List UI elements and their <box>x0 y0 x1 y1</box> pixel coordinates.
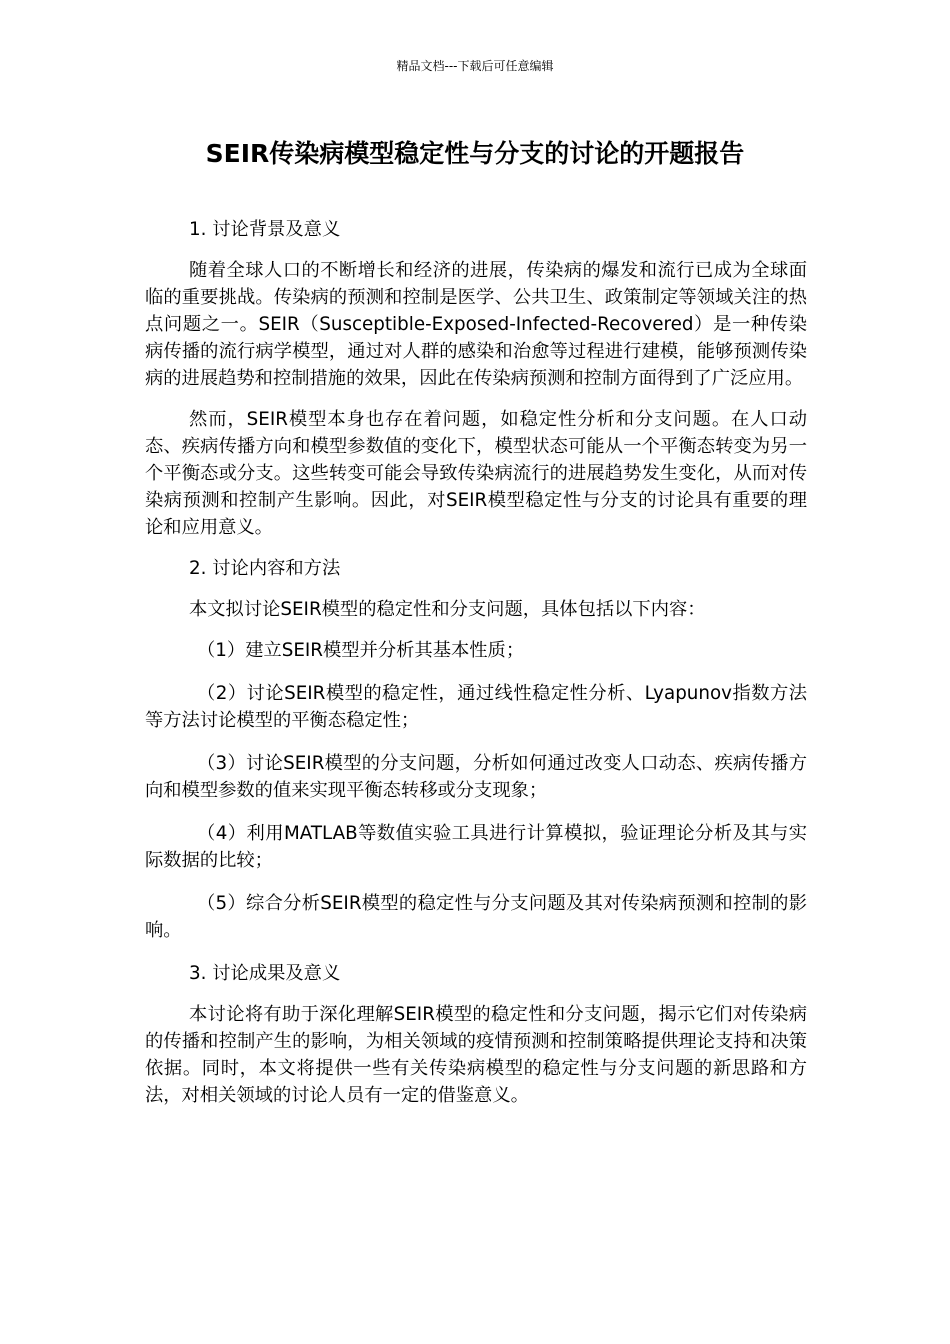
section-2-item-1: （1）建立SEIR模型并分析其基本性质； <box>197 640 525 661</box>
section-2-heading: 2. 讨论内容和方法 <box>189 558 341 579</box>
section-1-heading: 1. 讨论背景及意义 <box>189 219 341 240</box>
section-3-heading: 3. 讨论成果及意义 <box>189 963 341 984</box>
section-1-paragraph-2: 然而，SEIR模型本身也存在着问题，如稳定性分析和分支问题。在人口动态、疾病传播方向和模型参数值的变化下，模型状态可能从一个平衡态转变为另一个平衡态或分支。这些转变可能会导致传染病流行的进展趋势发生变化，从而对传染病预测和控制产生影响。因此，对SEIR模型稳定性与分支的讨论具有重要的理论和应用意义。 <box>145 409 807 538</box>
section-2-item-2: （2）讨论SEIR模型的稳定性，通过线性稳定性分析、Lyapunov指数方法等方法讨论模型的平衡态稳定性； <box>145 683 807 731</box>
section-1-paragraph-1: 随着全球人口的不断增长和经济的进展，传染病的爆发和流行已成为全球面临的重要挑战。传染病的预测和控制是医学、公共卫生、政策制定等领域关注的热点问题之一。SEIR（Susceptible-Exposed-Infected-Recovered）是一种传染病传播的流行病学模型，通过对人群的感染和治愈等过程进行建模，能够预测传染病的进展趋势和控制措施的效果，因此在传染病预测和控制方面得到了广泛应用。 <box>145 260 807 389</box>
document-body <box>145 216 807 1123</box>
header-note: 精品文档---下载后可任意编辑 <box>396 59 554 73</box>
section-2-item-5: （5）综合分析SEIR模型的稳定性与分支问题及其对传染病预测和控制的影响。 <box>145 893 807 941</box>
section-2-intro: 本文拟讨论SEIR模型的稳定性和分支问题，具体包括以下内容： <box>189 599 706 620</box>
document-title: SEIR传染病模型稳定性与分支的讨论的开题报告 <box>205 139 745 168</box>
section-2-item-3: （3）讨论SEIR模型的分支问题，分析如何通过改变人口动态、疾病传播方向和模型参数的值来实现平衡态转移或分支现象； <box>145 753 807 801</box>
section-3-paragraph: 本讨论将有助于深化理解SEIR模型的稳定性和分支问题，揭示它们对传染病的传播和控制产生的影响，为相关领域的疫情预测和控制策略提供理论支持和决策依据。同时，本文将提供一些有关传染病模型的稳定性与分支问题的新思路和方法，对相关领域的讨论人员有一定的借鉴意义。 <box>145 1004 807 1106</box>
section-2-item-4: （4）利用MATLAB等数值实验工具进行计算模拟，验证理论分析及其与实际数据的比较； <box>145 823 807 871</box>
